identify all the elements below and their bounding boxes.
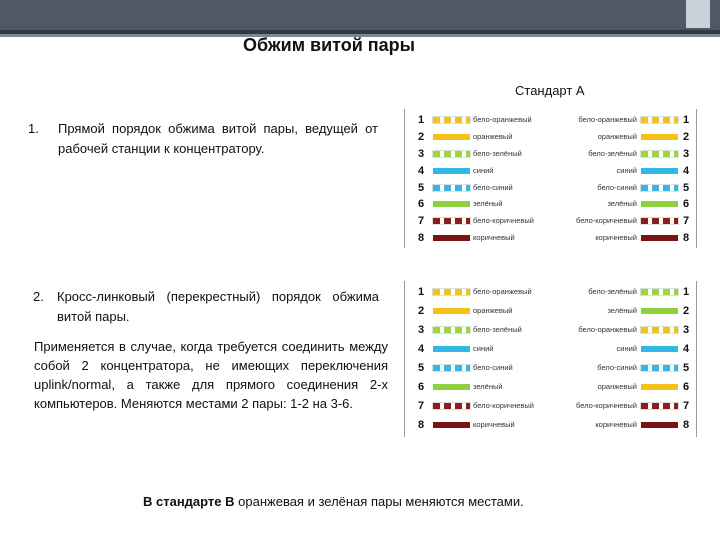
wire-name-left: синий [473, 165, 494, 175]
wire-swatch-right [641, 218, 678, 224]
wire-swatch-left [433, 117, 470, 123]
wire-swatch-right [641, 151, 678, 157]
wire-name-left: бело-коричневый [473, 401, 534, 410]
pin-number-right: 4 [682, 164, 690, 177]
cross-pin-row [404, 380, 697, 399]
wire-swatch-right [641, 346, 678, 352]
pin-number-right: 2 [682, 305, 690, 317]
pin-number-right: 7 [682, 400, 690, 412]
pin-number-left: 3 [417, 147, 425, 160]
wire-name-right: бело-зелёный [588, 148, 637, 158]
wire-swatch-right [641, 327, 678, 333]
pin-number-left: 6 [417, 198, 425, 211]
pin-number-right: 1 [682, 114, 690, 126]
item-1 [28, 119, 378, 159]
table-border-right [696, 109, 697, 248]
wire-name-left: коричневый [473, 233, 515, 243]
wire-name-left: коричневый [473, 420, 515, 429]
wire-name-right: оранжевый [597, 382, 637, 391]
wire-name-left: бело-зелёный [473, 325, 522, 334]
pin-number-right: 8 [682, 232, 690, 245]
straight-pin-row [404, 197, 697, 214]
item-1-text: Прямой порядок обжима витой пары, ведущей от рабочей станции к концентратору. [58, 121, 378, 156]
wire-swatch-right [641, 185, 678, 191]
pin-number-right: 8 [682, 419, 690, 431]
pin-number-left: 8 [417, 419, 425, 431]
wire-name-left: зелёный [473, 199, 503, 209]
wire-swatch-right [641, 289, 678, 295]
cross-pin-row [404, 361, 697, 380]
wire-swatch-right [641, 403, 678, 409]
crossover-note: Применяется в случае, когда требуется соединить между собой 2 концентратора, не имеющих переключения uplink/normal, а также для прямого соединения 2-х компьютеров. Меняются местами 2 пары: 1-2 на 3-6. [34, 339, 388, 411]
wire-swatch-left [433, 365, 470, 371]
wire-swatch-left [433, 403, 470, 409]
pin-number-left: 5 [417, 362, 425, 374]
wire-name-right: бело-синий [597, 182, 637, 192]
straight-pin-row [404, 231, 697, 248]
wire-name-right: бело-оранжевый [578, 325, 637, 334]
wire-swatch-right [641, 117, 678, 123]
wire-name-right: коричневый [595, 233, 637, 243]
pin-number-left: 1 [417, 114, 425, 126]
item-2-number: 2. [33, 289, 44, 304]
wire-swatch-left [433, 218, 470, 224]
wire-name-left: синий [473, 344, 494, 353]
wire-swatch-right [641, 308, 678, 314]
straight-pin-row [404, 130, 697, 147]
pin-number-left: 7 [417, 215, 425, 228]
wire-name-left: зелёный [473, 382, 503, 391]
straight-pinout-table [404, 113, 697, 248]
wire-swatch-left [433, 235, 470, 241]
straight-pin-row [404, 113, 697, 130]
pin-number-left: 2 [417, 130, 425, 143]
pin-number-right: 5 [682, 181, 690, 194]
footer-rest: оранжевая и зелёная пары меняются местами. [234, 494, 524, 509]
pin-number-left: 7 [417, 400, 425, 412]
straight-pin-row [404, 214, 697, 231]
top-banner-accent [686, 0, 710, 28]
wire-swatch-right [641, 134, 678, 140]
wire-swatch-left [433, 308, 470, 314]
wire-swatch-left [433, 201, 470, 207]
pin-number-right: 2 [682, 130, 690, 143]
wire-swatch-left [433, 185, 470, 191]
pin-number-left: 2 [417, 305, 425, 317]
straight-pin-row [404, 181, 697, 198]
table-border-left [404, 281, 405, 437]
wire-name-right: бело-зелёный [588, 287, 637, 296]
straight-pin-row [404, 164, 697, 181]
wire-swatch-left [433, 134, 470, 140]
pin-number-right: 7 [682, 215, 690, 228]
wire-swatch-left [433, 327, 470, 333]
wire-swatch-right [641, 235, 678, 241]
footer-note [143, 494, 524, 509]
wire-name-right: бело-оранжевый [578, 115, 637, 124]
wire-name-left: бело-оранжевый [473, 115, 532, 124]
wire-swatch-right [641, 384, 678, 390]
pin-number-right: 6 [682, 381, 690, 393]
wire-name-right: оранжевый [597, 131, 637, 141]
wire-name-right: бело-коричневый [576, 216, 637, 226]
wire-swatch-right [641, 168, 678, 174]
wire-name-left: оранжевый [473, 131, 513, 141]
wire-name-right: бело-коричневый [576, 401, 637, 410]
cross-pin-row [404, 418, 697, 437]
wire-name-right: бело-синий [597, 363, 637, 372]
pin-number-left: 6 [417, 381, 425, 393]
pin-number-right: 3 [682, 324, 690, 336]
item-2 [33, 287, 379, 327]
wire-name-right: зелёный [607, 306, 637, 315]
wire-swatch-left [433, 346, 470, 352]
wire-name-left: бело-коричневый [473, 216, 534, 226]
wire-swatch-left [433, 289, 470, 295]
wire-name-right: зелёный [607, 199, 637, 209]
cross-pin-row [404, 399, 697, 418]
pin-number-left: 1 [417, 286, 425, 298]
wire-swatch-right [641, 201, 678, 207]
straight-pin-row [404, 147, 697, 164]
wire-name-right: синий [616, 165, 637, 175]
cross-pin-row [404, 342, 697, 361]
wire-name-left: бело-зелёный [473, 148, 522, 158]
table-border-left [404, 109, 405, 248]
wire-name-left: оранжевый [473, 306, 513, 315]
wire-name-left: бело-синий [473, 182, 513, 192]
cross-pin-row [404, 304, 697, 323]
pin-number-right: 4 [682, 343, 690, 355]
cross-pin-row [404, 323, 697, 342]
wire-swatch-right [641, 422, 678, 428]
item-1-number: 1. [28, 121, 39, 136]
pin-number-left: 3 [417, 324, 425, 336]
wire-swatch-right [641, 365, 678, 371]
pin-number-left: 8 [417, 232, 425, 245]
wire-name-left: бело-синий [473, 363, 513, 372]
pin-number-right: 6 [682, 198, 690, 211]
wire-name-right: синий [616, 344, 637, 353]
pin-number-right: 5 [682, 362, 690, 374]
pin-number-right: 3 [682, 147, 690, 160]
table-border-right [696, 281, 697, 437]
wire-swatch-left [433, 422, 470, 428]
pin-number-left: 4 [417, 343, 425, 355]
pin-number-left: 5 [417, 181, 425, 194]
item-2-text: Кросс-линковый (перекрестный) порядок обжима витой пары. [57, 289, 379, 324]
top-banner [0, 0, 720, 30]
pin-number-right: 1 [682, 286, 690, 298]
footer-bold: В стандарте B [143, 494, 235, 509]
wire-name-left: бело-оранжевый [473, 287, 532, 296]
wire-swatch-left [433, 151, 470, 157]
wire-swatch-left [433, 168, 470, 174]
pin-number-left: 4 [417, 164, 425, 177]
standard-label: Стандарт А [515, 83, 585, 98]
wire-swatch-left [433, 384, 470, 390]
page-title: Обжим витой пары [243, 35, 416, 55]
cross-pin-row [404, 285, 697, 304]
wire-name-right: коричневый [595, 420, 637, 429]
crossover-pinout-table [404, 285, 697, 437]
